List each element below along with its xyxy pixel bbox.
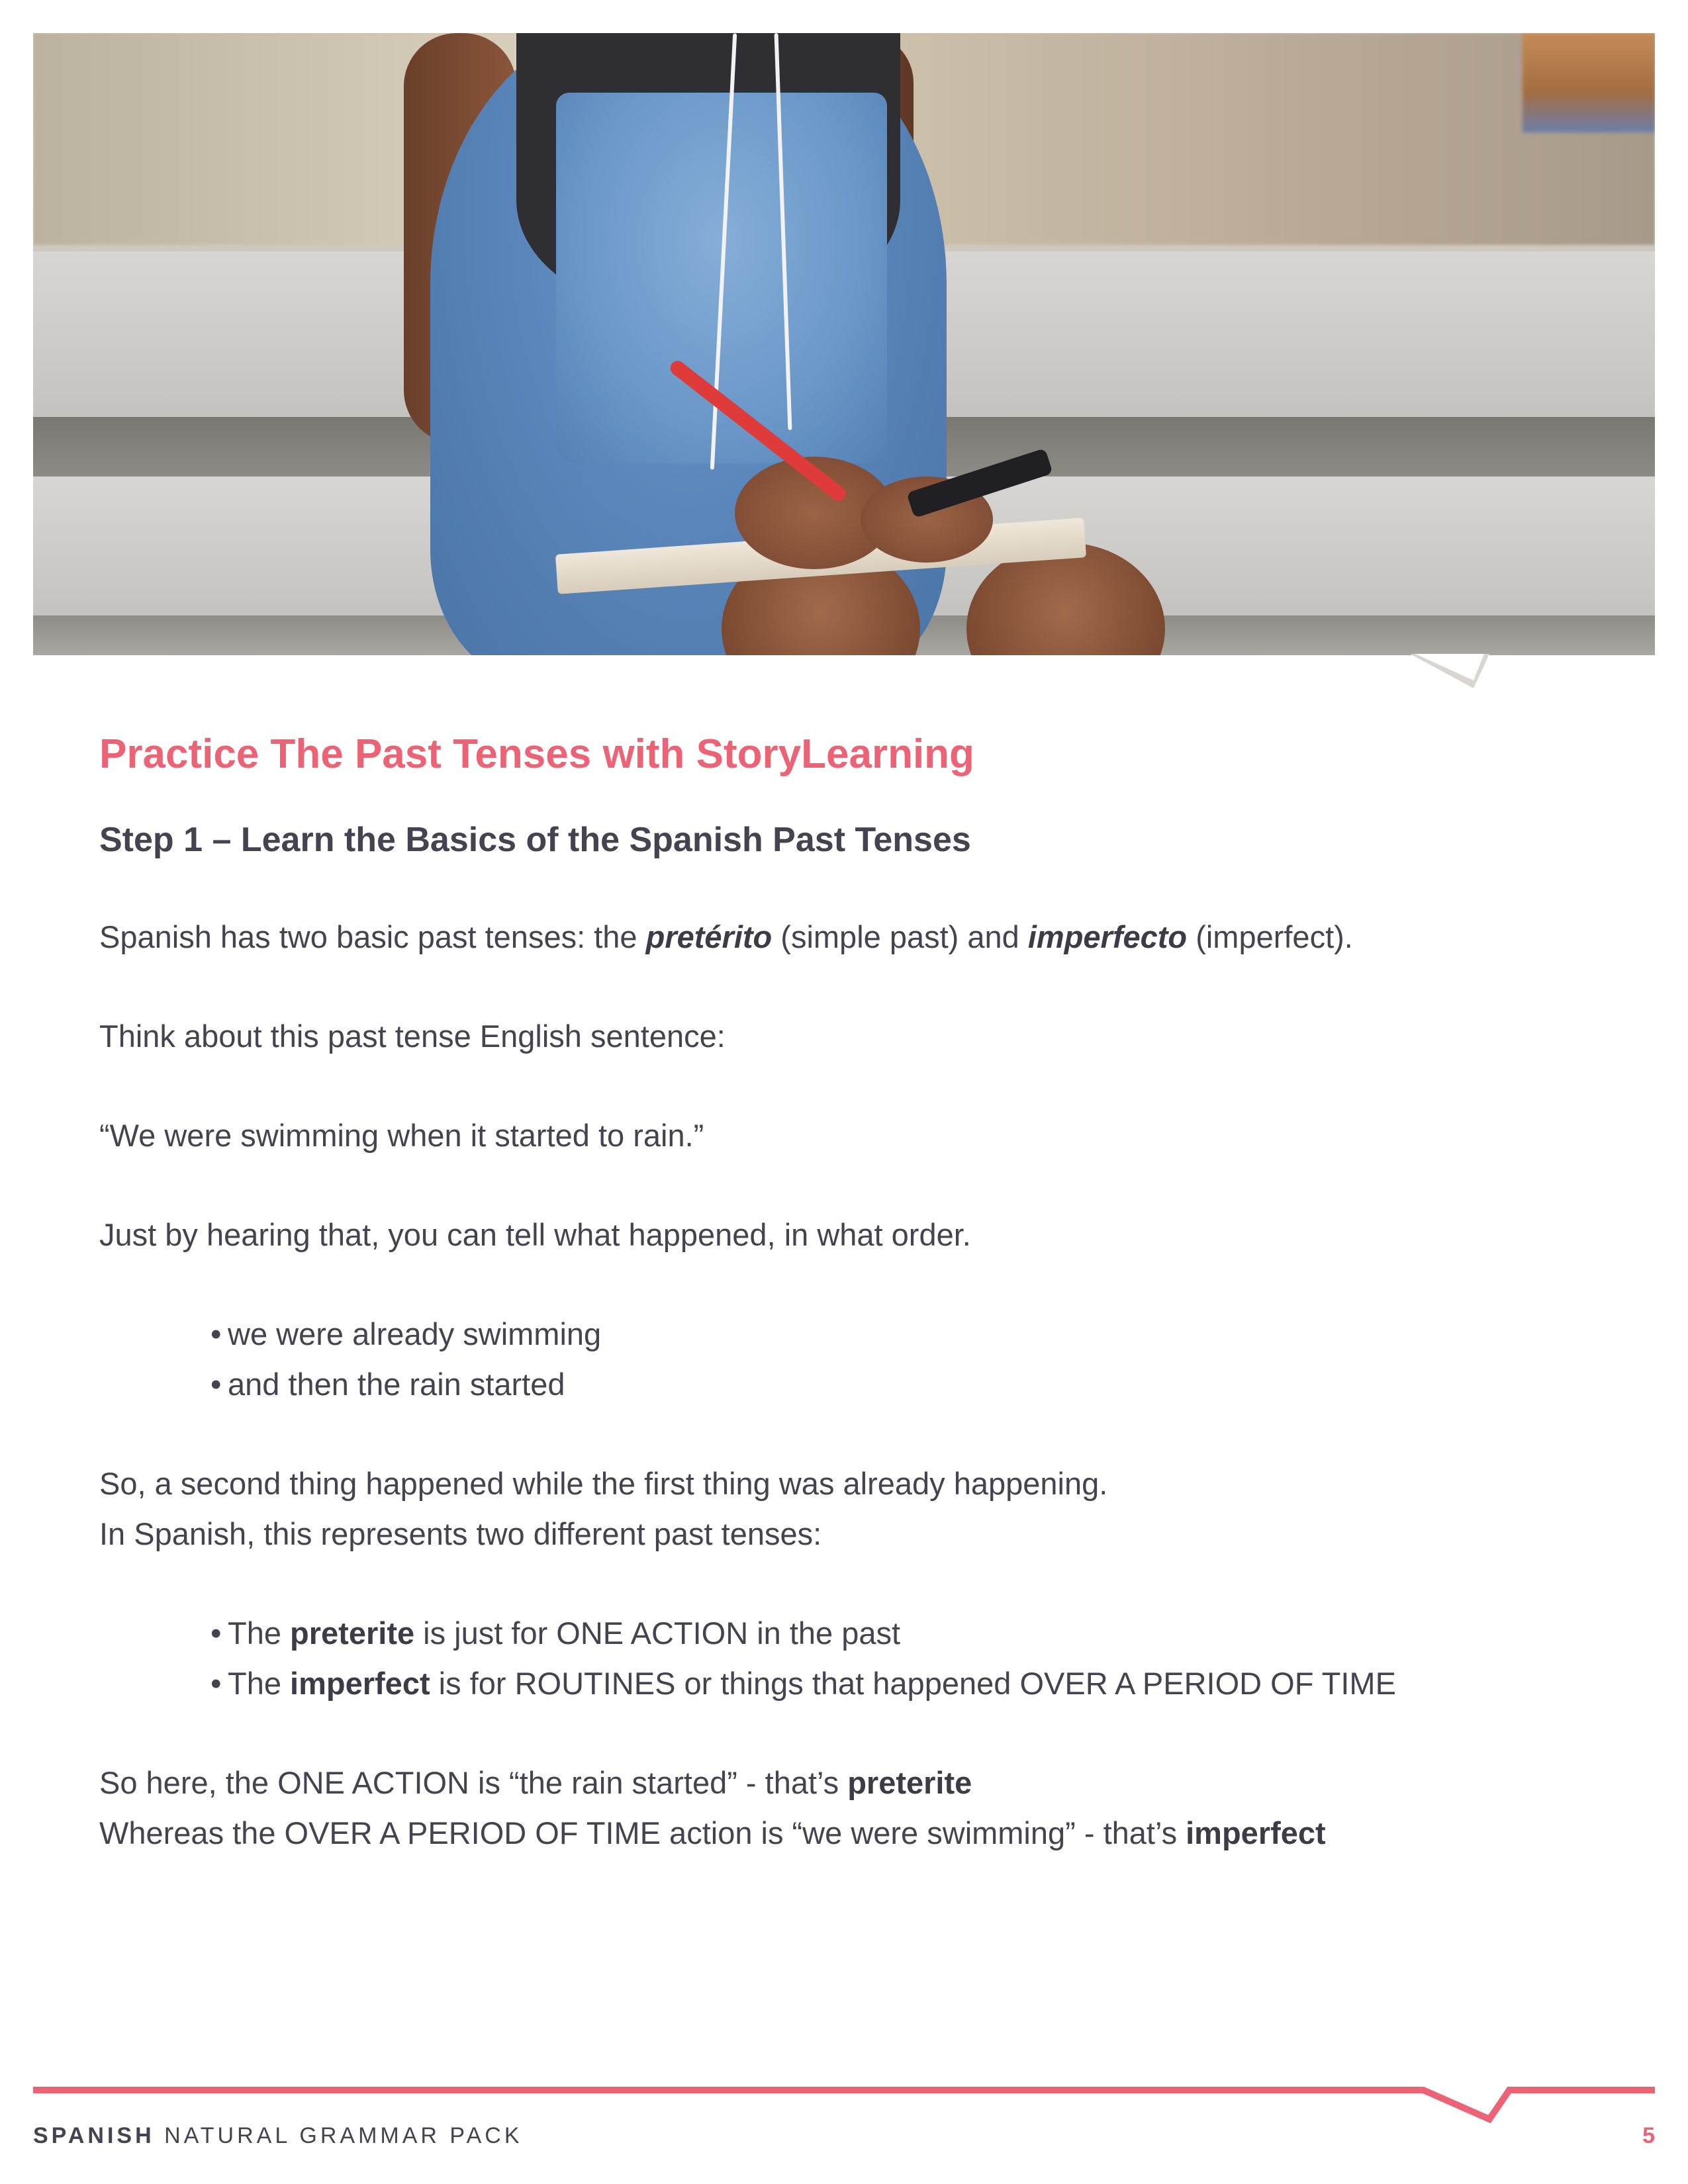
list-item: • and then the rain started [211,1367,565,1402]
photo-notch-decoration [1410,654,1489,691]
term-preterito: pretérito [645,919,773,954]
so-paragraph-line2: In Spanish, this represents two different past tenses: [99,1516,822,1551]
main-content [99,721,1609,1858]
term-imperfecto: imperfecto [1027,919,1188,954]
hero-photo [33,33,1655,655]
footer [33,2123,1655,2156]
example-quote: “We were swimming when it started to rain.” [99,1118,704,1153]
conclusion-line1: So here, the ONE ACTION is “the rain started” - that’s preterite [99,1765,972,1800]
term-preterite: preterite [290,1615,415,1651]
step-heading: Step 1 – Learn the Basics of the Spanish Past Tenses [99,821,971,859]
footer-series-title: NATURAL GRAMMAR PACK [154,2123,523,2148]
list-item: • The imperfect is for ROUTINES or things that happened OVER A PERIOD OF TIME [211,1666,1396,1701]
list-item: • we were already swimming [211,1316,602,1351]
page-title: Practice The Past Tenses with StoryLearning [99,731,974,777]
conclusion-line2: Whereas the OVER A PERIOD OF TIME action is “we were swimming” - that’s imperfect [99,1815,1326,1850]
order-bullet-list [99,1309,1609,1410]
so-paragraph-line1: So, a second thing happened while the first thing was already happening. [99,1466,1108,1501]
page-number: 5 [1642,2123,1655,2148]
footer-series-bold: SPANISH [33,2123,155,2148]
hearing-paragraph: Just by hearing that, you can tell what happened, in what order. [99,1217,971,1252]
think-paragraph: Think about this past tense English sentence: [99,1019,726,1054]
list-item: • The preterite is just for ONE ACTION in the past [211,1615,901,1651]
footer-divider [33,2085,1655,2124]
intro-paragraph: Spanish has two basic past tenses: the pretérito (simple past) and imperfecto (imperfect). [99,919,1353,954]
tense-bullet-list [99,1608,1609,1709]
term-imperfect: imperfect [290,1666,430,1701]
